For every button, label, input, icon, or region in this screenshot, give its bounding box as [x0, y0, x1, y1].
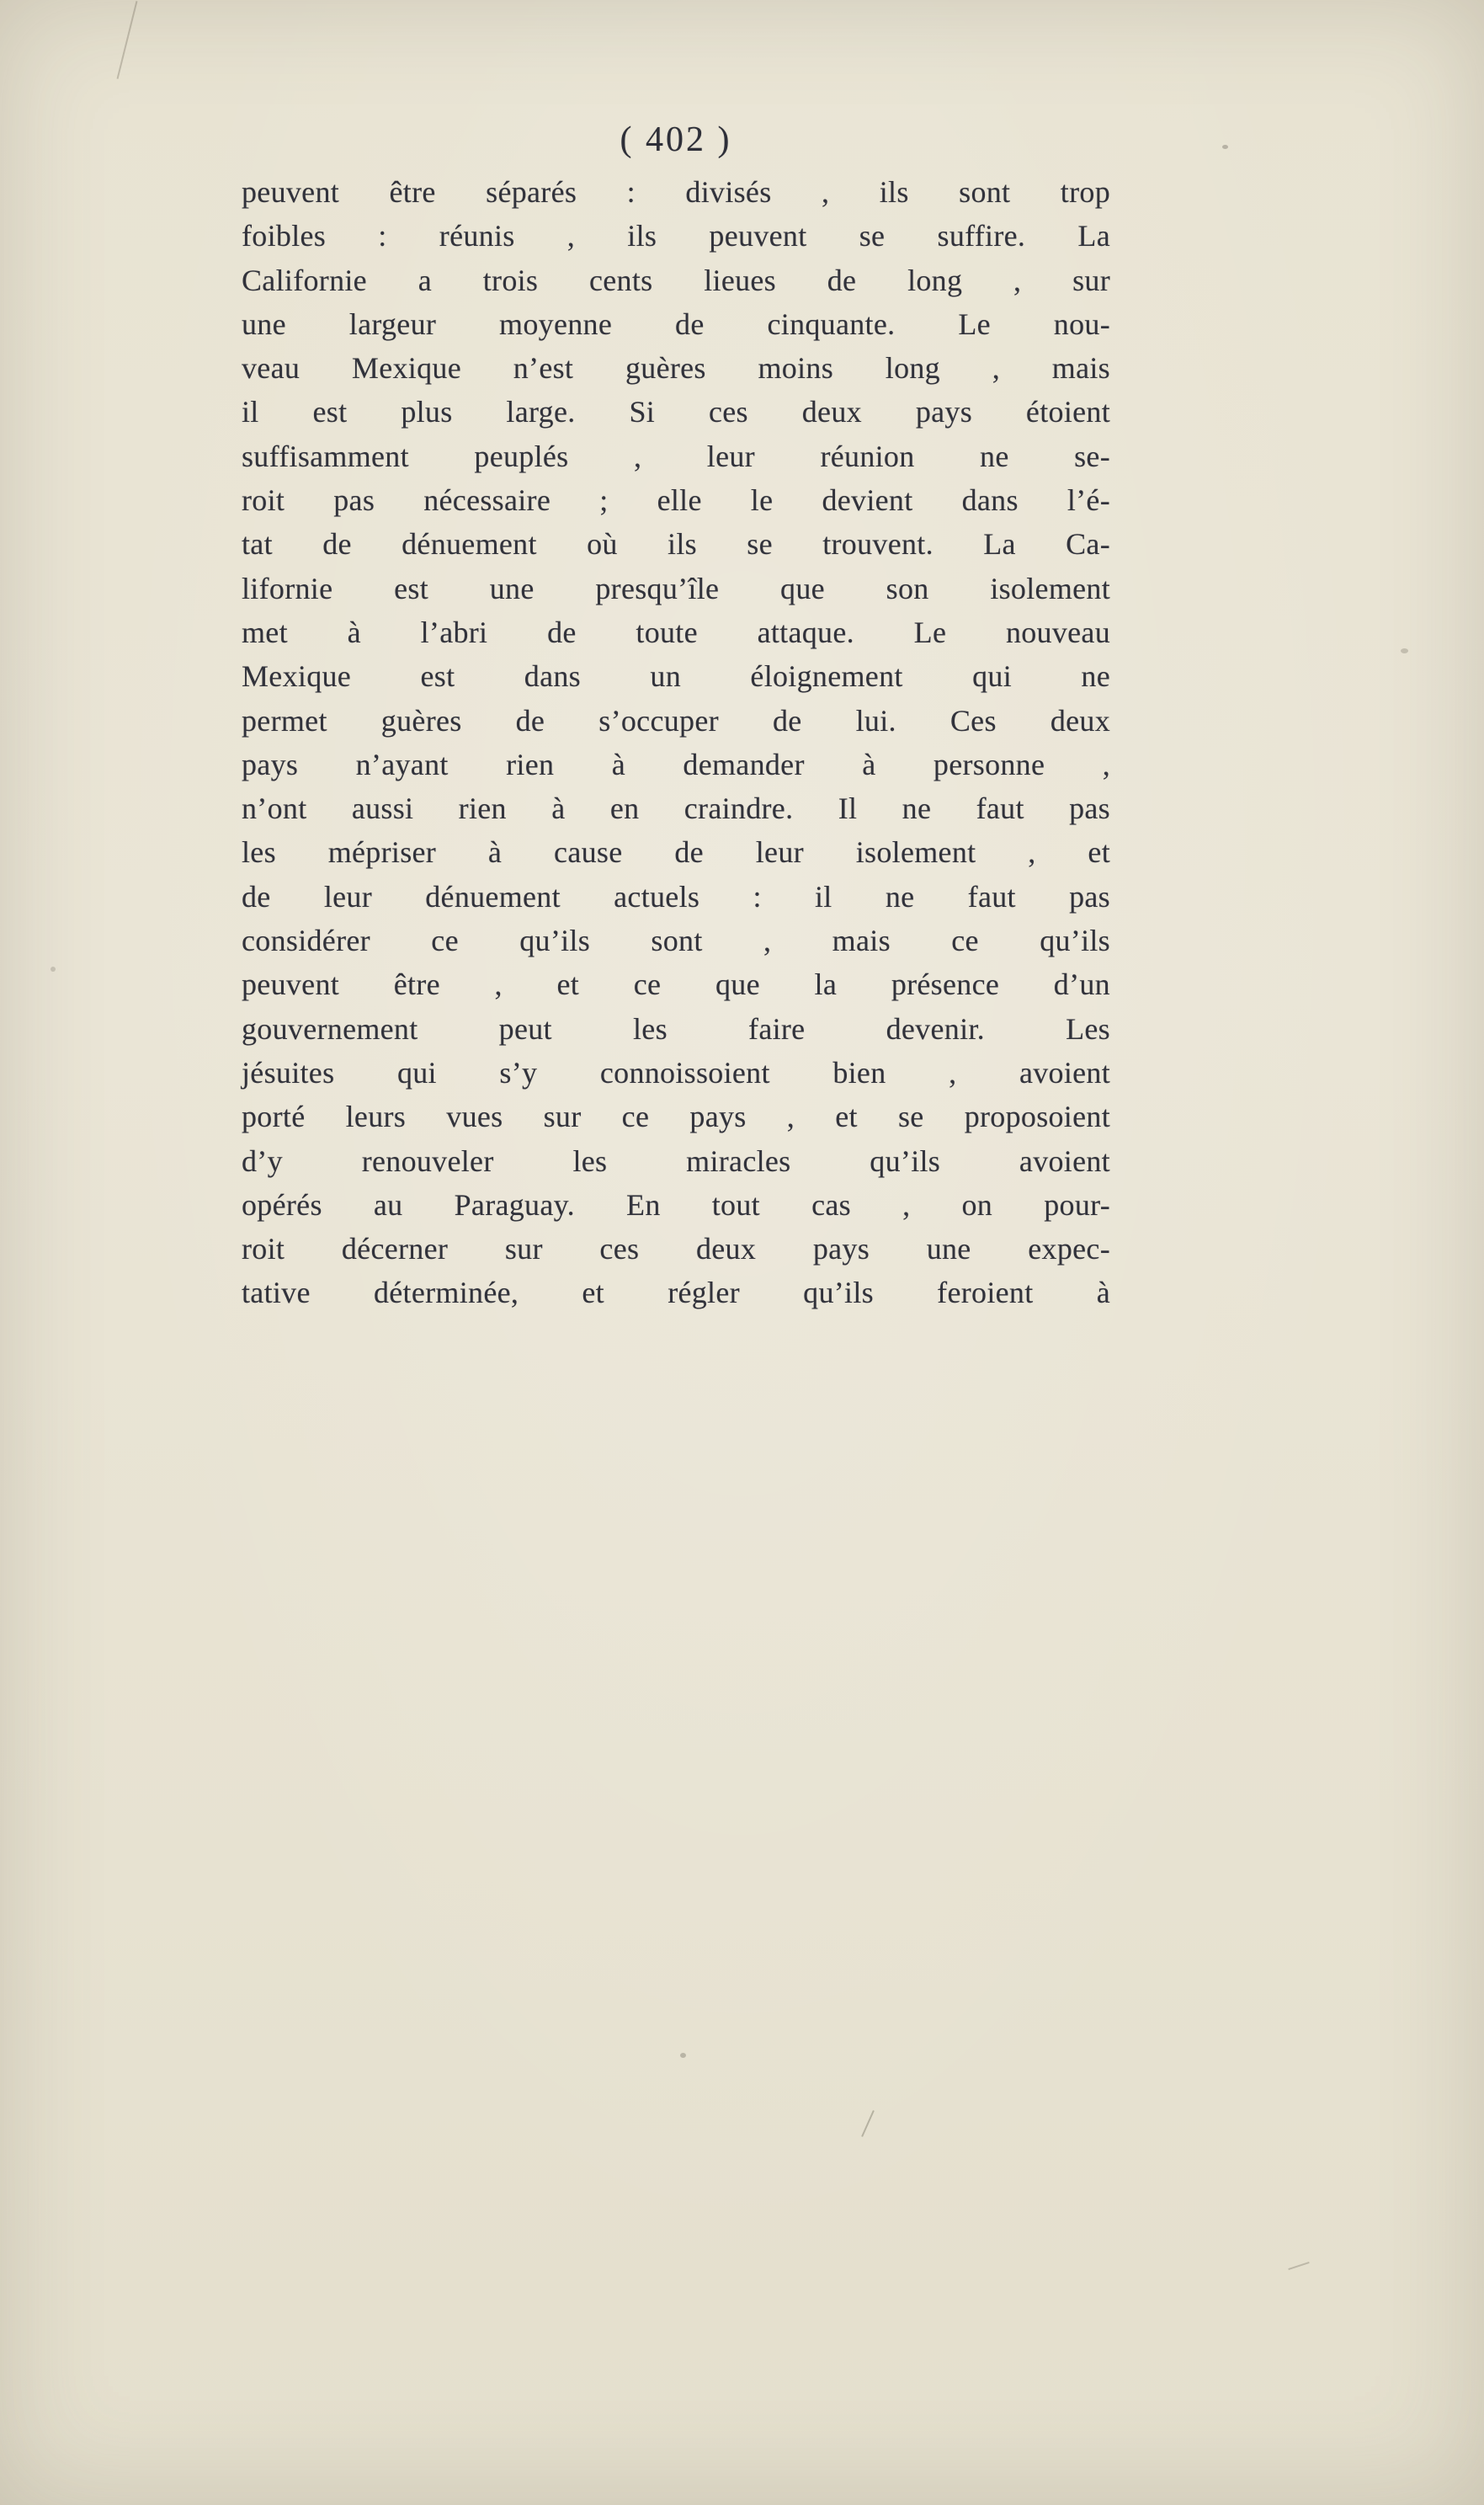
text-line: roit pas nécessaire ; elle le devient dans l’é-	[242, 483, 1110, 518]
text-line: de leur dénuement actuels : il ne faut pas	[242, 879, 1110, 914]
text-line: roit décerner sur ces deux pays une expec-	[242, 1232, 1110, 1266]
text-line: tative déterminée, et régler qu’ils feroient à	[242, 1276, 1110, 1310]
text-line: gouvernement peut les faire devenir. Les	[242, 1011, 1110, 1046]
text-line: une largeur moyenne de cinquante. Le nou-	[242, 306, 1110, 341]
text-line: d’y renouveler les miracles qu’ils avoient	[242, 1143, 1110, 1178]
text-line: opérés au Paraguay. En tout cas , on pour-	[242, 1187, 1110, 1222]
text-line: porté leurs vues sur ce pays , et se proposoient	[242, 1100, 1110, 1134]
text-line: veau Mexique n’est guères moins long , mais	[242, 351, 1110, 386]
paper-mark	[1401, 648, 1408, 653]
text-line: lifornie est une presqu’île que son isolement	[242, 571, 1110, 605]
text-line: peuvent être séparés : divisés , ils sont trop	[242, 175, 1110, 209]
text-line: les mépriser à cause de leur isolement , et	[242, 835, 1110, 870]
paper-mark	[680, 2053, 686, 2058]
paper-mark	[1288, 2262, 1309, 2270]
text-line: foibles : réunis , ils peuvent se suffire. La	[242, 219, 1110, 253]
text-line: jésuites qui s’y connoissoient bien , avoient	[242, 1055, 1110, 1090]
text-line: suffisamment peuplés , leur réunion ne se-	[242, 439, 1110, 473]
text-line: il est plus large. Si ces deux pays étoient	[242, 395, 1110, 429]
text-line: considérer ce qu’ils sont , mais ce qu’ils	[242, 924, 1110, 958]
text-line: Californie a trois cents lieues de long , sur	[242, 263, 1110, 297]
body-text	[242, 170, 1110, 1315]
text-line: Mexique est dans un éloignement qui ne	[242, 659, 1110, 694]
page-number: ( 402 )	[620, 120, 732, 159]
paper-mark	[51, 967, 56, 972]
paper-mark	[861, 2110, 875, 2137]
text-line: permet guères de s’occuper de lui. Ces deux	[242, 703, 1110, 738]
text-line: met à l’abri de toute attaque. Le nouveau	[242, 615, 1110, 649]
text-line: tat de dénuement où ils se trouvent. La Ca-	[242, 527, 1110, 562]
text-line: peuvent être , et ce que la présence d’un	[242, 967, 1110, 1002]
paper-mark	[1222, 145, 1228, 149]
text-line: pays n’ayant rien à demander à personne ,	[242, 747, 1110, 781]
text-line: n’ont aussi rien à en craindre. Il ne faut pas	[242, 791, 1110, 826]
paper-mark	[117, 1, 138, 79]
